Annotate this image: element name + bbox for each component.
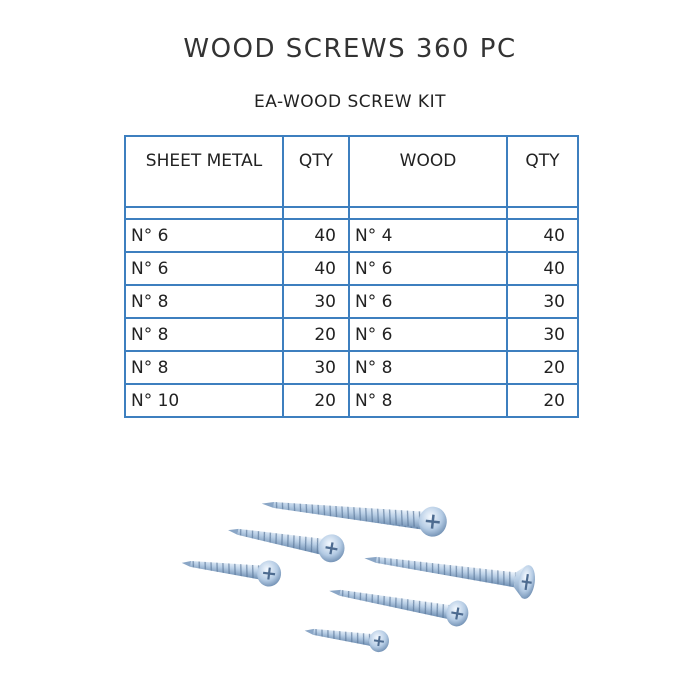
sheet-qty: 30 [283,285,349,318]
sheet-size: N° 8 [125,318,283,351]
wood-size: N° 6 [349,252,507,285]
wood-size: N° 6 [349,318,507,351]
table-row [125,318,578,351]
sheet-qty: 40 [283,219,349,252]
sheet-size: N° 6 [125,252,283,285]
page-title: WOOD SCREWS 360 PC [183,34,517,64]
wood-qty: 20 [507,351,578,384]
screw-kit-table [124,135,579,418]
sheet-qty: 40 [283,252,349,285]
screw-icon [226,516,347,564]
table-row [125,351,578,384]
header-wood: WOOD [349,136,507,207]
sheet-qty: 20 [283,318,349,351]
table-row [125,252,578,285]
screw-icon [180,550,282,588]
wood-qty: 20 [507,384,578,417]
page-subtitle: EA-WOOD SCREW KIT [254,92,446,112]
header-sheet-metal: SHEET METAL [125,136,283,207]
wood-size: N° 6 [349,285,507,318]
screw-icon [327,578,470,628]
wood-qty: 40 [507,252,578,285]
header-qty-wood: QTY [507,136,578,207]
table-header-row [125,136,578,207]
sheet-size: N° 8 [125,285,283,318]
wood-qty: 30 [507,285,578,318]
wood-size: N° 4 [349,219,507,252]
screw-icon [362,542,537,600]
table-spacer-row [125,207,578,219]
sheet-qty: 20 [283,384,349,417]
sheet-size: N° 10 [125,384,283,417]
table-row [125,219,578,252]
screw-icon [303,620,390,654]
screws-photo [180,470,560,685]
wood-qty: 40 [507,219,578,252]
table-row [125,285,578,318]
sheet-size: N° 8 [125,351,283,384]
wood-size: N° 8 [349,384,507,417]
sheet-qty: 30 [283,351,349,384]
sheet-size: N° 6 [125,219,283,252]
header-qty-sheet: QTY [283,136,349,207]
screw-icon [260,489,448,538]
wood-qty: 30 [507,318,578,351]
table-row [125,384,578,417]
wood-size: N° 8 [349,351,507,384]
